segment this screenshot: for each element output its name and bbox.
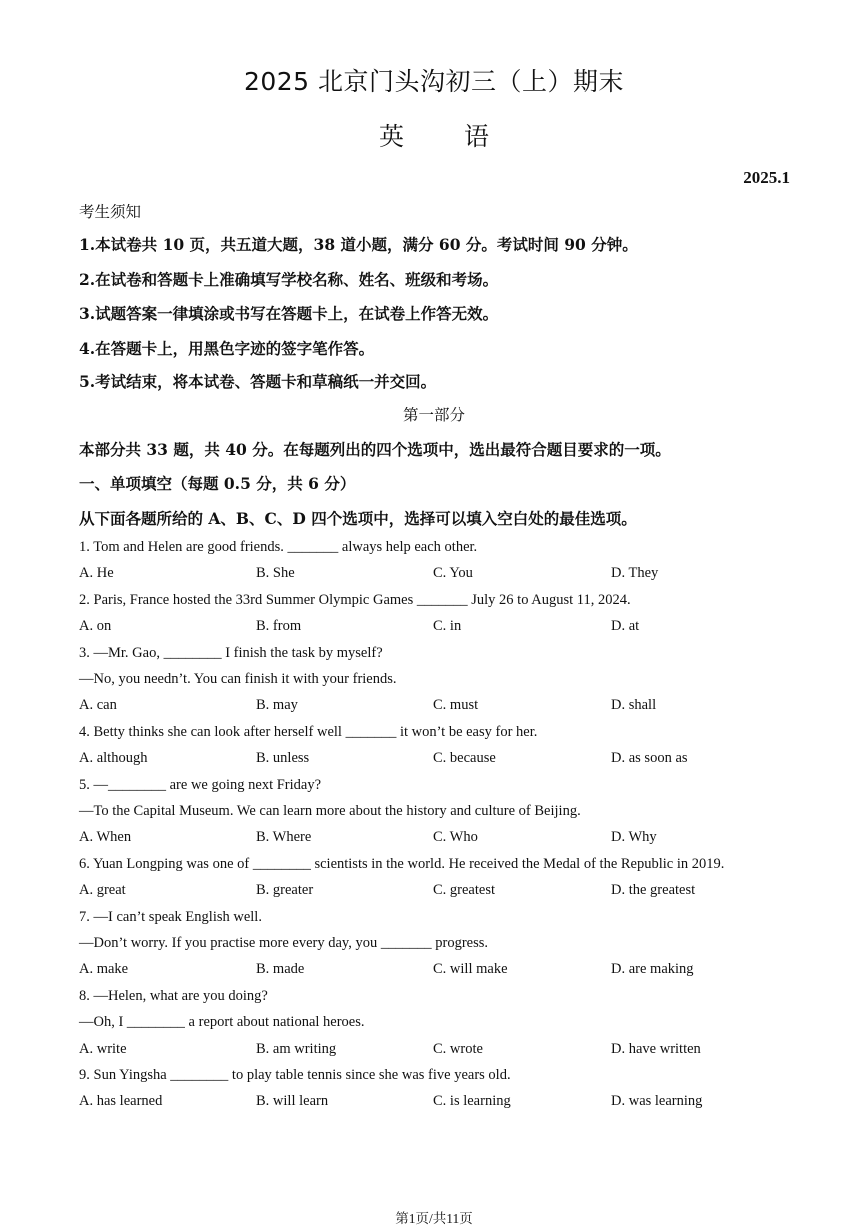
question-stem: —Oh, I ________ a report about national heroes. [79,1014,365,1031]
answer-option: B. unless [256,750,310,767]
question-stem: —No, you needn’t. You can finish it with your friends. [79,671,397,687]
answer-option: B. may [256,697,298,714]
notice-item: 2.在试卷和答题卡上准确填写学校名称、姓名、班级和考场。 [79,270,499,289]
answer-option: C. must [433,697,479,714]
answer-option: D. as soon as [611,750,688,767]
answer-option: C. because [433,750,496,767]
answer-option: A. although [79,750,148,767]
answer-option: A. When [79,829,132,846]
answer-option: B. greater [256,882,314,899]
question-stem: 3. —Mr. Gao, ________ I finish the task by myself? [79,644,383,661]
answer-option: A. can [79,697,117,714]
subject-title: 英语 [378,122,549,151]
part-title: 第一部分 [402,406,465,424]
answer-option: A. write [79,1040,127,1057]
answer-option: A. has learned [79,1093,163,1110]
answer-option: C. is learning [433,1093,511,1110]
question-stem: —To the Capital Museum. We can learn more about the history and culture of Beijing. [79,803,581,819]
answer-option: A. make [79,961,129,978]
answer-option: D. are making [611,961,694,978]
question-stem: 2. Paris, France hosted the 33rd Summer Olympic Games _______ July 26 to August 11, 2024. [79,591,631,608]
answer-option: B. Where [256,829,312,846]
answer-option: C. will make [433,961,508,978]
answer-option: D. at [611,618,640,635]
section-title: 一、单项填空（每题 0.5 分，共 6 分） [79,474,356,493]
answer-option: A. great [79,882,126,899]
notice-heading: 考生须知 [79,203,142,221]
notice-item: 5.考试结束，将本试卷、答题卡和草稿纸一并交回。 [79,372,437,391]
answer-option: C. wrote [433,1040,483,1057]
answer-option: B. am writing [256,1040,337,1057]
answer-option: C. in [433,618,462,635]
section-instruction: 从下面各题所给的 A、B、C、D 四个选项中，选择可以填入空白处的最佳选项。 [79,509,637,528]
answer-option: D. They [611,565,659,582]
question-stem: 8. —Helen, what are you doing? [79,987,268,1004]
answer-option: C. greatest [433,882,496,899]
question-stem: 1. Tom and Helen are good friends. _______ always help each other. [79,539,478,555]
answer-option: D. the greatest [611,882,696,899]
answer-option: B. will learn [256,1093,329,1110]
question-stem: 5. —________ are we going next Friday? [79,776,322,793]
exam-date: 2025.1 [743,168,790,187]
question-stem: 4. Betty thinks she can look after herself well _______ it won’t be easy for her. [79,723,538,740]
answer-option: D. was learning [611,1093,703,1110]
notice-item: 4.在答题卡上，用黑色字迹的签字笔作答。 [79,339,375,358]
answer-option: B. from [256,618,302,635]
question-stem: 9. Sun Yingsha ________ to play table tennis since she was five years old. [79,1067,511,1083]
answer-option: A. on [79,618,112,635]
notice-item: 3.试题答案一律填涂或书写在答题卡上，在试卷上作答无效。 [79,304,499,323]
answer-option: C. Who [433,829,478,846]
answer-option: D. have written [611,1040,701,1057]
answer-option: D. Why [611,829,657,846]
question-stem: 6. Yuan Longping was one of ________ scientists in the world. He received the Medal of the Republic in 2019. [79,855,725,872]
page-number: 第1页/共11页 [395,1211,473,1226]
question-stem: 7. —I can’t speak English well. [79,908,262,925]
question-stem: —Don’t worry. If you practise more every day, you _______ progress. [79,935,488,951]
exam-title: 2025 北京门头沟初三（上）期末 [243,67,625,96]
answer-option: A. He [79,565,114,582]
part-intro: 本部分共 33 题，共 40 分。在每题列出的四个选项中，选出最符合题目要求的一项。 [79,440,671,459]
notice-item: 1.本试卷共 10 页，共五道大题，38 道小题，满分 60 分。考试时间 90 分钟。 [79,235,638,254]
answer-option: D. shall [611,697,657,714]
answer-option: C. You [433,565,473,582]
answer-option: B. made [256,961,305,978]
answer-option: B. She [256,565,295,582]
